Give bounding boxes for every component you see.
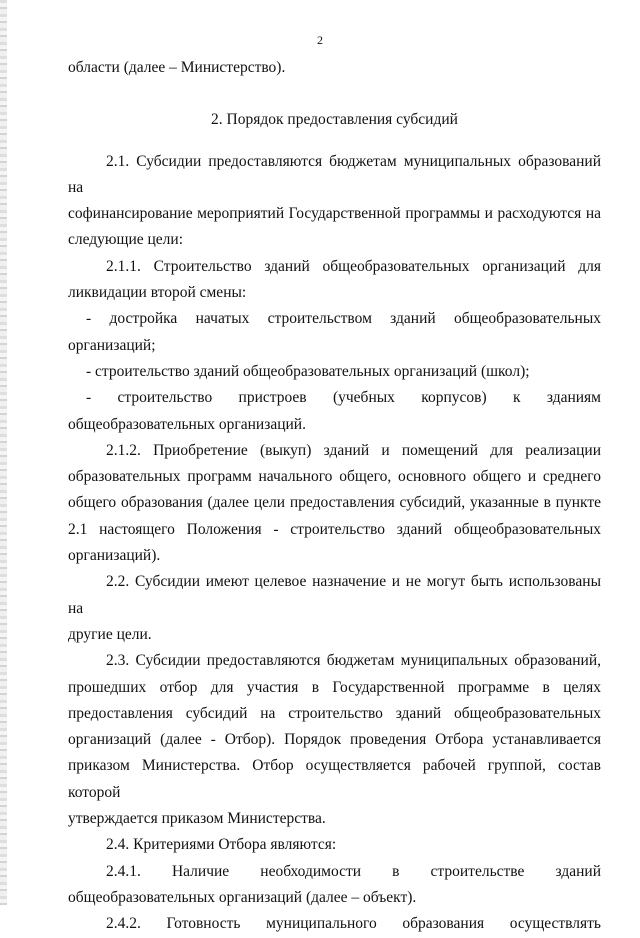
bullet-line: - достройка начатых строительством зданий общеобразовательных [86, 310, 601, 328]
text-line: 2.3. Субсидии предоставляются бюджетам муниципальных образований, [106, 652, 601, 670]
text-line: общеобразовательных организаций. [68, 415, 306, 433]
text-line: 2.1 настоящего Положения - строительство зданий общеобразовательных [68, 520, 601, 538]
document-body [68, 55, 601, 938]
page-number: 2 [317, 33, 323, 47]
text-line: приказом Министерства. Отбор осуществляется рабочей группой, состав которой [68, 757, 601, 801]
text-line: утверждается приказом Министерства. [68, 810, 326, 828]
text-line: другие цели. [68, 625, 152, 643]
text-line: предоставления субсидий на строительство зданий общеобразовательных [68, 704, 601, 722]
text-line: 2.4. Критериями Отбора являются: [106, 836, 337, 854]
text-line: области (далее – Министерство). [68, 59, 286, 76]
text-line: организаций; [68, 336, 156, 354]
text-line: образовательных программ начального общего, основного общего и среднего [68, 468, 601, 486]
text-line: организаций). [68, 547, 161, 565]
text-line: 2.1.2. Приобретение (выкуп) зданий и помещений для реализации [106, 441, 601, 459]
bullet-line: - строительство зданий общеобразовательных организаций (школ); [86, 362, 530, 380]
text-line: софинансирование мероприятий Государственной программы и расходуются на [68, 205, 601, 223]
text-line: 2.1.1. Строительство зданий общеобразовательных организаций для [106, 257, 601, 275]
text-line: 2.4.2. Готовность муниципального образования осуществлять [106, 915, 601, 933]
text-line: общего образования (далее цели предоставления субсидий, указанные в пункте [68, 494, 601, 512]
section-heading: 2. Порядок предоставления субсидий [211, 111, 458, 129]
text-line: 2.2. Субсидии имеют целевое назначение и не могут быть использованы на [68, 573, 601, 617]
text-line: организаций (далее - Отбор). Порядок проведения Отбора устанавливается [68, 731, 601, 749]
text-line: прошедших отбор для участия в Государственной программе в целях [68, 678, 601, 696]
text-line: ликвидации второй смены: [68, 284, 247, 302]
text-line: 2.4.1. Наличие необходимости в строительстве зданий [106, 862, 601, 880]
text-line: следующие цели: [68, 231, 184, 249]
text-line: общеобразовательных организаций (далее – объект). [68, 888, 417, 906]
scan-edge-artifact [0, 0, 7, 905]
text-line: 2.1. Субсидии предоставляются бюджетам муниципальных образований на [68, 152, 601, 196]
bullet-line: - строительство пристроев (учебных корпусов) к зданиям [86, 389, 601, 407]
